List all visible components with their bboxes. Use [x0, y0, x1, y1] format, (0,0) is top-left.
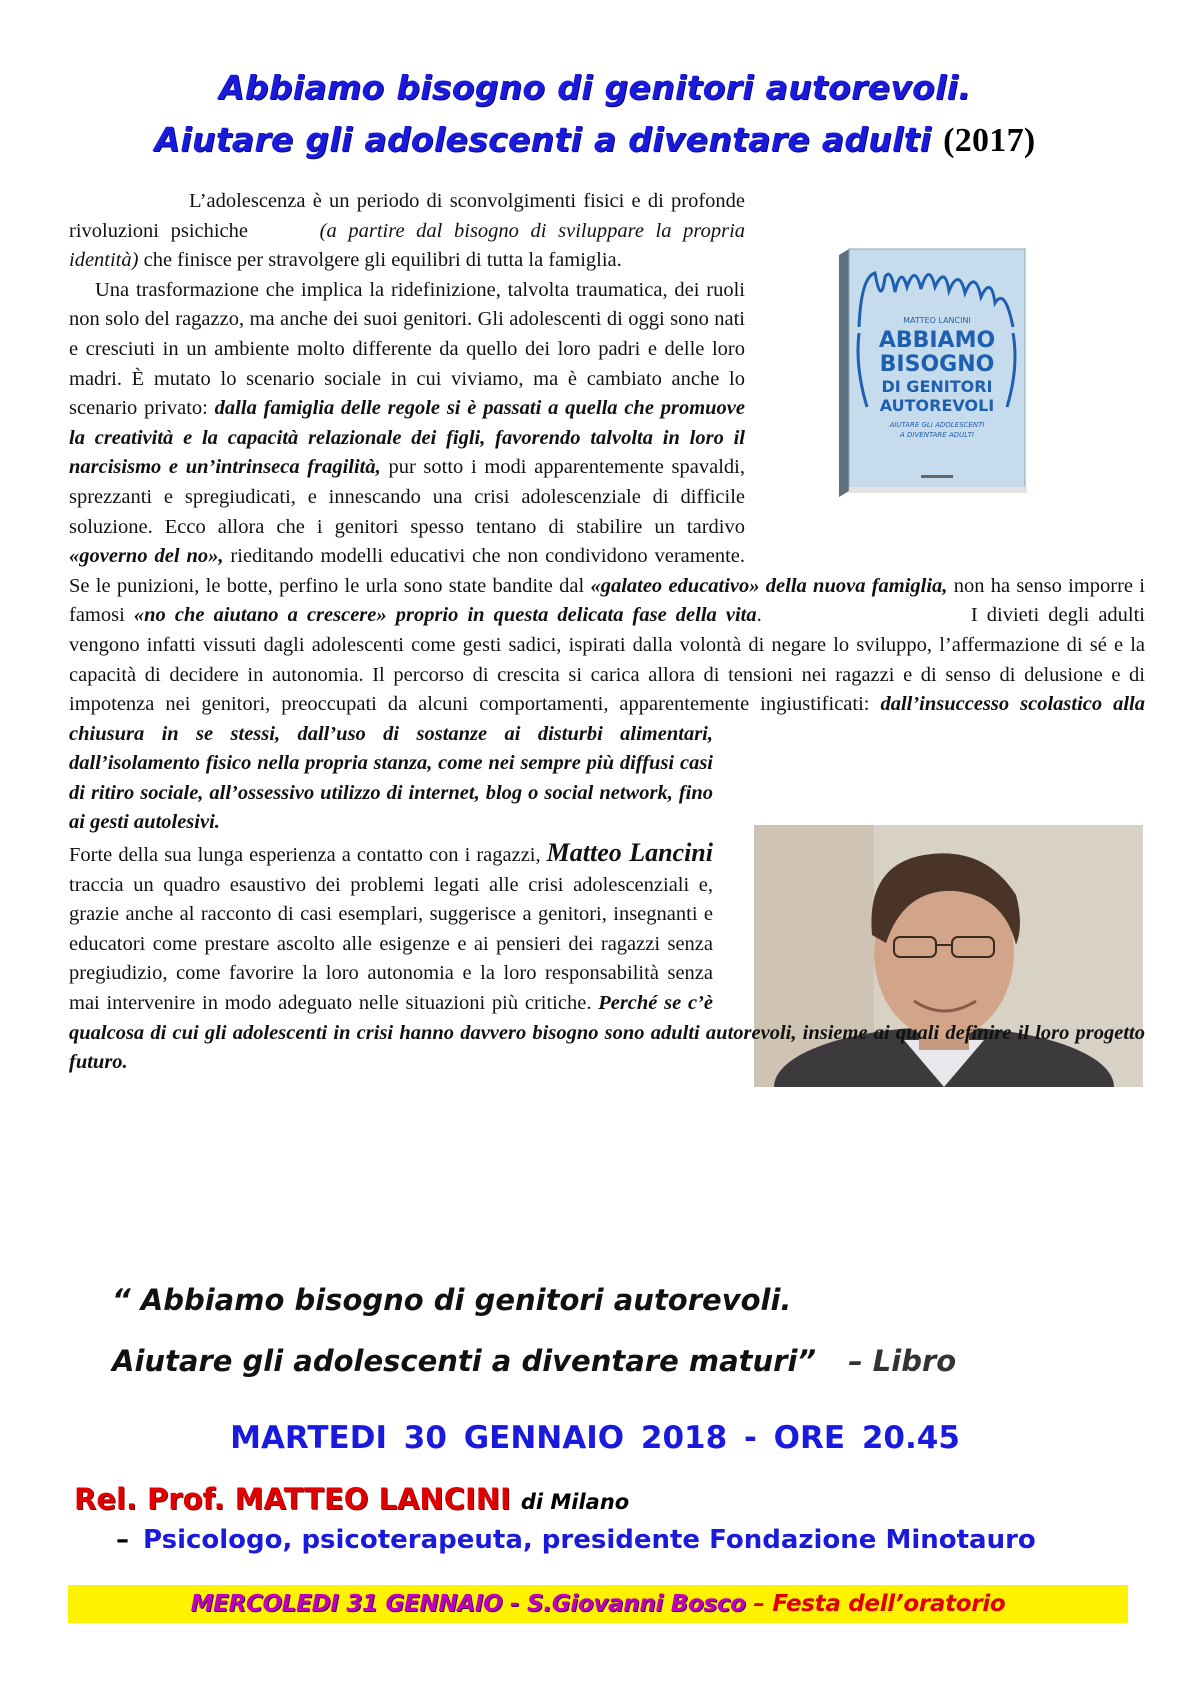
event-date: MARTEDI 30 GENNAIO 2018 - ORE 20.45: [230, 1420, 960, 1456]
article-paragraph: Forte della sua lunga esperienza a contatto con i ragazzi, Matteo Lancini traccia un quadro esaustivo dei problemi legati alle crisi adolescenziali e, grazie anche al racconto di casi esemplari, suggerisce a genitori, insegnanti e educatori come prestare ascolto alle esigenze e ai pensieri dei ragazzi senza pregiudizio, come favorire la loro autonomia e la loro responsabilità senza mai intervenire in modo adeguato nelle situazioni più critiche. Perché se c’è qualcosa di cui gli adolescenti in crisi hanno davvero bisogno sono adulti autorevoli, insieme ai quali definire il loro progetto futuro.: [69, 838, 1145, 1074]
book-subtitle-1: AIUTARE GLI ADOLESCENTI: [889, 421, 985, 429]
title-line-2: Aiutare gli adolescenti a diventare adulti (2017): [154, 120, 1036, 159]
quote-line-1: “ Abbiamo bisogno di genitori autorevoli.: [112, 1283, 792, 1317]
book-subtitle-2: A DIVENTARE ADULTI: [900, 431, 974, 439]
publication-year: (2017): [943, 122, 1036, 159]
speaker-role: – Psicologo, psicoterapeuta, presidente Fondazione Minotauro: [116, 1525, 1036, 1555]
quote-suffix: – Libro: [848, 1344, 957, 1378]
article-paragraph: L’adolescenza è un periodo di sconvolgimenti fisici e di profonde rivoluzioni psichiche (a partire dal bisogno di sviluppare la propria identità) che finisce per stravolgere gli equilibri di tutta la famiglia.: [69, 190, 746, 272]
event-banner: MERCOLEDI 31 GENNAIO - S.Giovanni Bosco – Festa dell’oratorio: [68, 1585, 1128, 1623]
author-name: Matteo Lancini: [546, 838, 713, 868]
article-paragraph: Una trasformazione che implica la ridefinizione, talvolta traumatica, dei ruoli non solo del ragazzo, ma anche dei suoi genitori. Gli adolescenti di oggi sono nati e cresciuti in un ambiente molto differente da quello dei loro padri e delle loro madri. È mutato lo scenario sociale in cui viviamo, ma è cambiato anche lo scenario privato: dalla famiglia delle regole si è passati a quella che promuove la creatività e la capacità relazionale dei figli, favorendo talvolta in loro il narcisismo e un’intrinseca fragilità, pur sotto i modi apparentemente spavaldi, sprezzanti e spregiudicati, e innescando una crisi adolescenziale di difficile soluzione. Ecco allora che i genitori spesso tentano di stabilire un tardivo «governo del no», rieditando modelli educativi che non condividono veramente. Se le punizioni, le botte, perfino le urla sono state bandite dal «galateo educativo» della nuova famiglia, non ha senso imporre i famosi «no che aiutano a crescere» proprio in questa delicata fase della vita. I divieti degli adulti vengono infatti vissuti dagli adolescenti come gesti sadici, ispirati dalla volontà di negare lo sviluppo, l’affermazione di sé e la capacità di decidere in autonomia. Il percorso di crescita si carica allora di tensioni nei ragazzi e di senso di delusione e di impotenza nei genitori, preoccupati da alcuni comportamenti, apparentemente ingiustificati: dall’insuccesso scolastico alla chiusura in se stessi, dall’uso di sostanze ai disturbi alimentari, dall’isolamento fisico nella propria stanza, come nei sempre più diffusi casi di ritiro sociale, all’ossessivo utilizzo di internet, blog o social network, fino ai gesti autolesivi.: [69, 278, 1146, 834]
quote-line-2: Aiutare gli adolescenti a diventare maturi” – Libro: [112, 1344, 957, 1378]
book-author: MATTEO LANCINI: [903, 316, 971, 325]
article-body: [69, 187, 1145, 1078]
speaker-city: di Milano: [520, 1490, 630, 1514]
book-title-2: BISOGNO: [879, 352, 995, 377]
book-title-3: DI GENITORI: [881, 377, 993, 396]
speaker-line: Rel. Prof. MATTEO LANCINI di Milano: [74, 1482, 630, 1516]
book-title-1: ABBIAMO: [878, 328, 996, 353]
title-line-1: Abbiamo bisogno di genitori autorevoli.: [218, 68, 972, 107]
book-title-4: AUTOREVOLI: [879, 396, 995, 415]
